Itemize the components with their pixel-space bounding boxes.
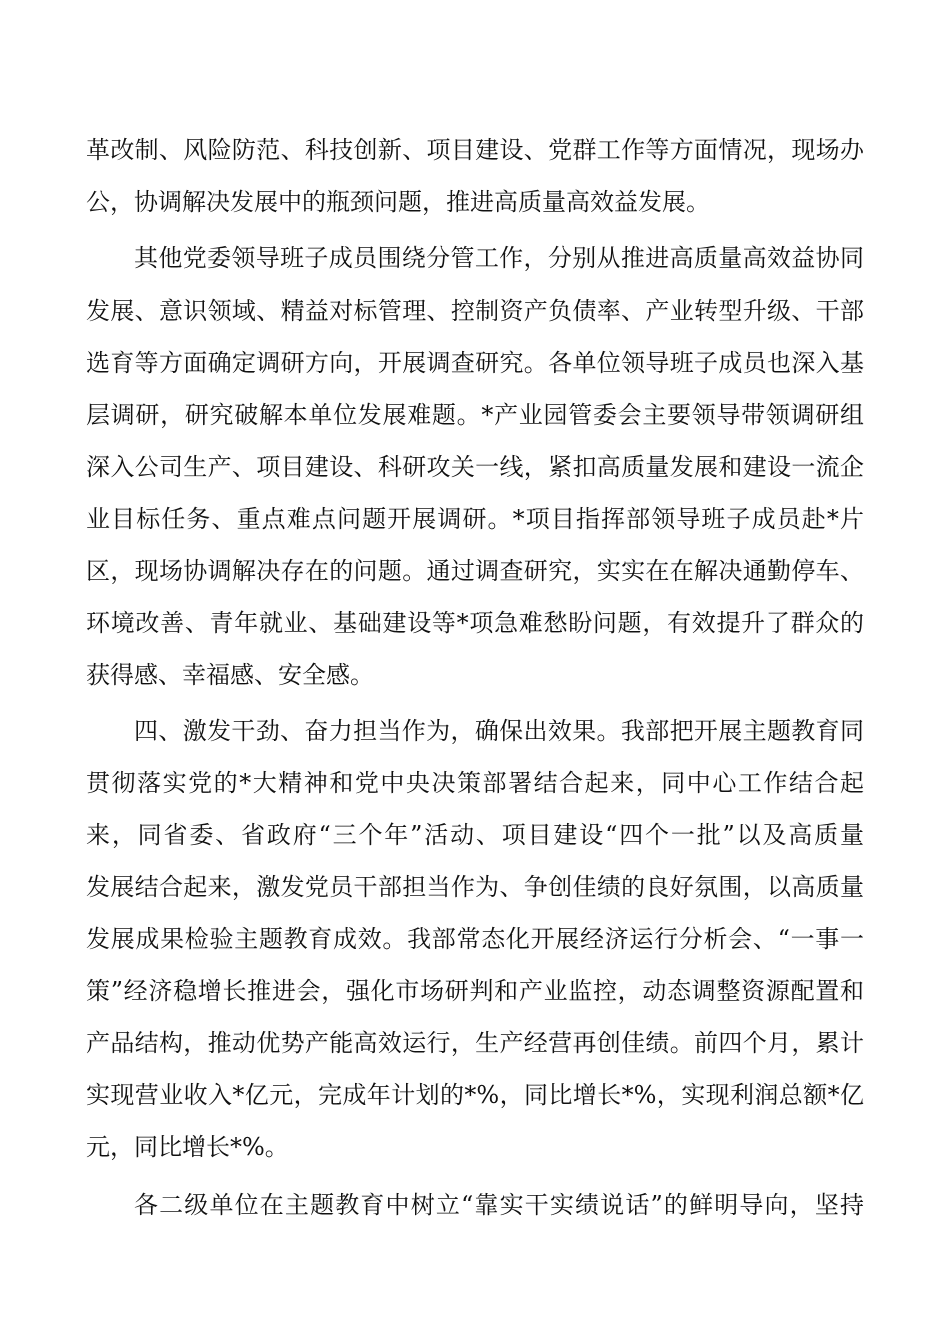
text-line: 策”经济稳增长推进会，强化市场研判和产业监控，动态调整资源配置和 <box>86 977 864 1005</box>
text-line: 发展、意识领域、精益对标管理、控制资产负债率、产业转型升级、干部 <box>86 297 864 325</box>
text-line: 区，现场协调解决存在的问题。通过调查研究，实实在在解决通勤停车、 <box>86 557 864 585</box>
text-line: 贯彻落实党的*大精神和党中央决策部署结合起来，同中心工作结合起 <box>86 769 864 797</box>
text-line: 层调研，研究破解本单位发展难题。*产业园管委会主要领导带领调研组 <box>86 401 864 429</box>
text-line: 深入公司生产、项目建设、科研攻关一线，紧扣高质量发展和建设一流企 <box>86 453 864 481</box>
paragraph-first-line: 其他党委领导班子成员围绕分管工作，分别从推进高质量高效益协同 <box>134 244 864 272</box>
text-line: 产品结构，推动优势产能高效运行，生产经营再创佳绩。前四个月，累计 <box>86 1029 864 1057</box>
text-line: 来，同省委、省政府“三个年”活动、项目建设“四个一批”以及高质量 <box>86 821 864 849</box>
text-line: 发展结合起来，激发党员干部担当作为、争创佳绩的良好氛围，以高质量 <box>86 873 864 901</box>
text-line: 实现营业收入*亿元，完成年计划的*%，同比增长*%，实现利润总额*亿 <box>86 1081 864 1109</box>
paragraph-first-line: 各二级单位在主题教育中树立“靠实干实绩说话”的鲜明导向，坚持 <box>134 1191 864 1219</box>
text-line: 发展成果检验主题教育成效。我部常态化开展经济运行分析会、“一事一 <box>86 925 864 953</box>
section-heading-line: 四、激发干劲、奋力担当作为，确保出效果。我部把开展主题教育同 <box>134 717 864 745</box>
text-line: 革改制、风险防范、科技创新、项目建设、党群工作等方面情况，现场办 <box>86 136 864 164</box>
text-line: 元，同比增长*%。 <box>86 1133 289 1161</box>
text-line: 选育等方面确定调研方向，开展调查研究。各单位领导班子成员也深入基 <box>86 349 864 377</box>
text-line: 业目标任务、重点难点问题开展调研。*项目指挥部领导班子成员赴*片 <box>86 505 864 533</box>
text-line: 获得感、幸福感、安全感。 <box>86 661 374 689</box>
text-line: 环境改善、青年就业、基础建设等*项急难愁盼问题，有效提升了群众的 <box>86 609 864 637</box>
text-line: 公，协调解决发展中的瓶颈问题，推进高质量高效益发展。 <box>86 188 710 216</box>
